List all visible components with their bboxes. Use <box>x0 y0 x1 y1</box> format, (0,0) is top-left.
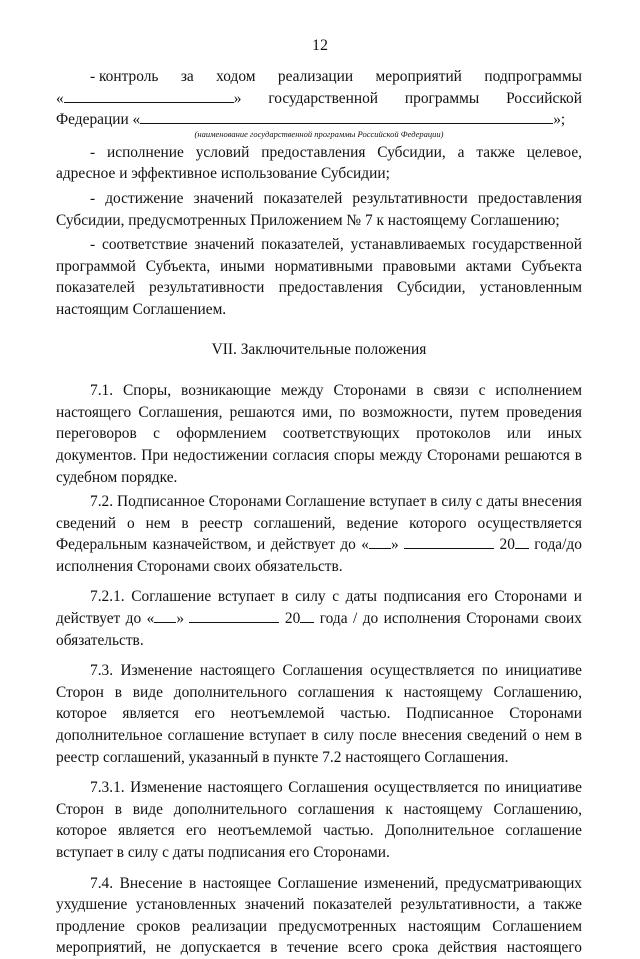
month-blank <box>189 608 279 623</box>
paragraph-7-4: 7.4. Внесение в настоящее Соглашение изменений, предусматривающих ухудшение установленных значений показателей результативности, а также продление сроков реализации предусмотренных настоящим Соглашением мероприятий, не допускается в течение всего срока действия настоящего <box>56 874 582 957</box>
year-blank <box>515 534 529 549</box>
control-word: Российской <box>506 89 582 107</box>
list-item: - исполнение условий предоставления Субсидии, а также целевое, адресное и эффективное использование Субсидии; <box>56 143 582 183</box>
list-item: - соответствие значений показателей, устанавливаемых государственной программой Субъекта, иными нормативными правовыми актами Субъекта показателей результативности предоставления Субсидии, установленным настоящим Соглашением. <box>56 236 582 318</box>
control-line-3: Федерации « »; <box>56 111 566 129</box>
year-blank <box>300 608 314 623</box>
control-word: мероприятий <box>375 68 462 85</box>
day-blank <box>154 608 176 623</box>
page-number: 12 <box>312 37 328 54</box>
control-word: - контроль <box>90 68 159 85</box>
blank-line <box>64 88 234 103</box>
paragraph-7-2: 7.2. Подписанное Сторонами Соглашение вступает в силу с даты внесения сведений о нем в реестр соглашений, ведение которого осуществляется Федеральным казначейством, и действует до « » 20 года/до исполнения Сторонами своих обязательств. <box>56 493 582 575</box>
control-word: реализации <box>277 68 354 85</box>
section-heading: VII. Заключительные положения <box>211 340 427 358</box>
control-line-2 <box>56 88 582 110</box>
paragraph-7-3-1: 7.3.1. Изменение настоящего Соглашения осуществляется по инициативе Сторон в виде дополнительного соглашения к настоящему Соглашению, которое является его неотъемлемой частью. Дополнительное соглашение вступает в силу с даты подписания его Сторонами. <box>56 779 582 861</box>
list-item: - достижение значений показателей результативности предоставления Субсидии, предусмотренных Приложением № 7 к настоящему Соглашению; <box>56 189 582 229</box>
program-name-blank <box>140 109 553 124</box>
document-body <box>56 66 582 959</box>
day-blank <box>369 534 391 549</box>
program-name-caption: (наименование государственной программы Российской Федерации) <box>194 128 444 139</box>
control-word: ходом <box>216 68 256 85</box>
month-blank <box>404 534 494 549</box>
control-word: государственной <box>268 89 379 107</box>
paragraph-7-3: 7.3. Изменение настоящего Соглашения осуществляется по инициативе Сторон в виде дополнительного соглашения к настоящему Соглашению, которое является его неотъемлемой частью. Подписанное Сторонами дополнительное соглашение вступает в силу после внесения сведений о нем в реестр соглашений, указанный в пункте 7.2 настоящего Соглашения. <box>56 662 582 766</box>
control-word: подпрограммы <box>484 68 582 85</box>
control-word: программы <box>404 89 480 107</box>
paragraph-7-2-1: 7.2.1. Соглашение вступает в силу с даты подписания его Сторонами и действует до « » 20 года / до исполнения Сторонами своих обязательств. <box>56 588 582 649</box>
control-word: за <box>180 68 194 85</box>
paragraph-7-1: 7.1. Споры, возникающие между Сторонами в связи с исполнением настоящего Соглашения, решаются ими, по возможности, путем проведения переговоров с оформлением соответствующих протоколов или иных документов. При недостижении согласия споры между Сторонами решаются в судебном порядке. <box>56 382 582 486</box>
control-line-1 <box>56 66 582 88</box>
subprogram-name-field: « » <box>56 89 242 107</box>
